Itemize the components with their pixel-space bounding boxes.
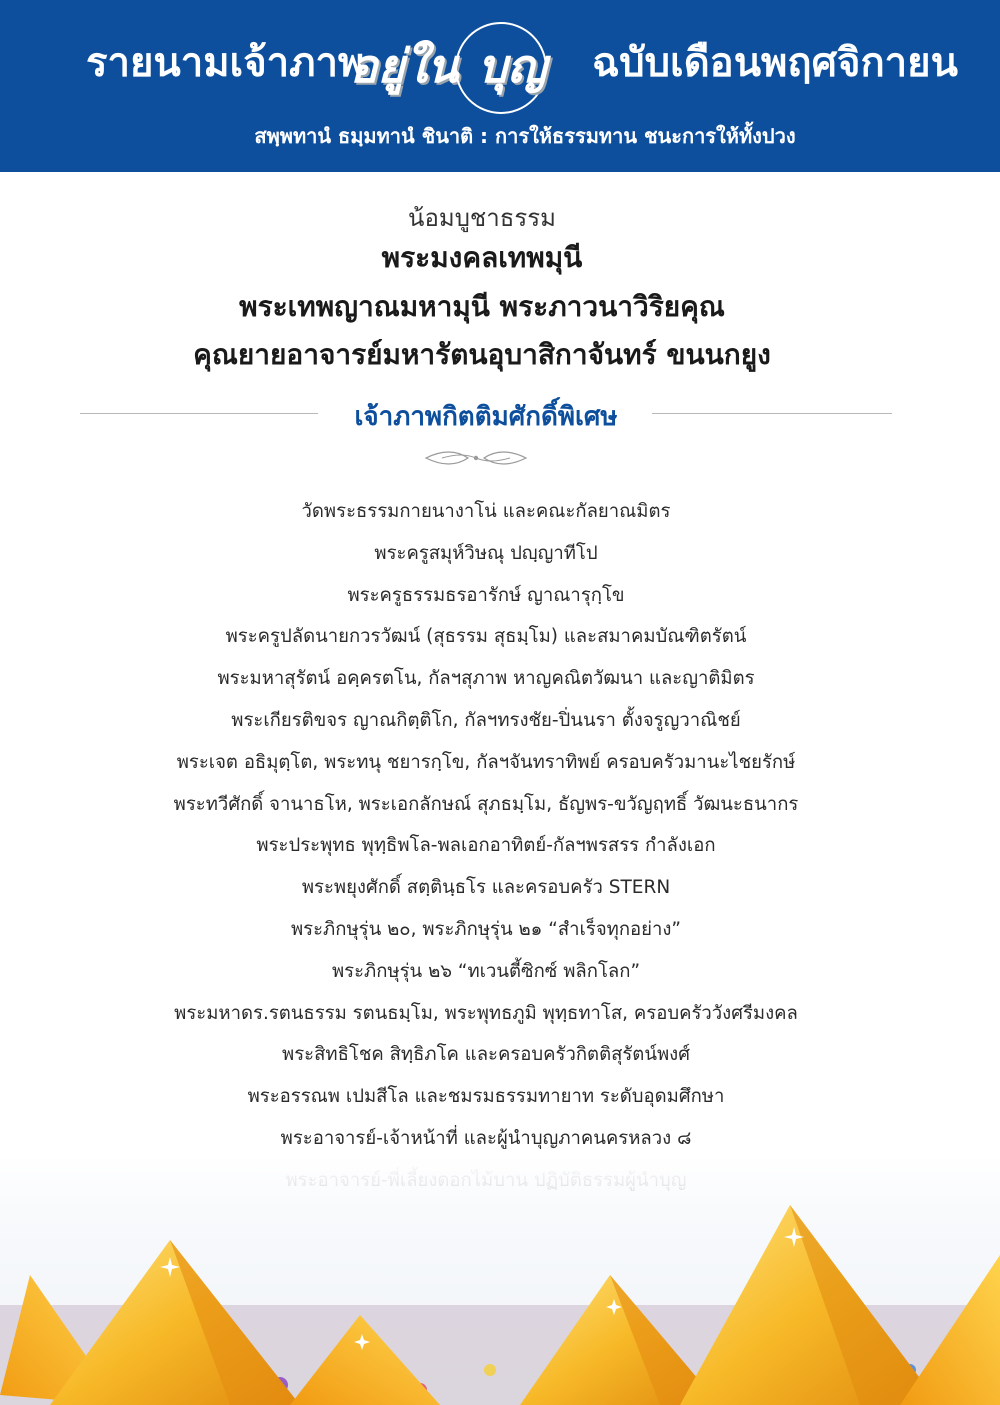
sponsor-item: พระภิกษุรุ่น ๒๐, พระภิกษุรุ่น ๒๑ “สำเร็จทุกอย่าง” xyxy=(290,918,682,940)
sponsor-item: พระอรรณพ เปมสีโล และชมรมธรรมทายาท ระดับอุดมศึกษา xyxy=(247,1086,725,1108)
honoree-line-1: พระมงคลเทพมุนี xyxy=(381,241,583,274)
honoree-line-2: พระเทพญาณมหามุนี พระภาวนาวิริยคุณ xyxy=(239,290,725,323)
sponsor-item: พระอาจารย์-เจ้าหน้าที่ และผู้นำบุญภาคนครหลวง ๘ xyxy=(280,1127,692,1149)
logo-text-second: บุญ xyxy=(478,39,547,93)
divider-right xyxy=(652,413,892,414)
header-title-left: รายนามเจ้าภาพ xyxy=(86,40,365,86)
sponsor-item: พระทวีศักดิ์ จานาธโห, พระเอกลักษณ์ สุภธมฺโม, ธัญพร-ขวัญฤทธิ์ วัฒนะธนากร xyxy=(173,793,799,815)
sponsor-item: พระครูธรรมธรอารักษ์ ญาณารุกฺโข xyxy=(347,584,625,606)
logo-text-first: อยู่ใน xyxy=(350,39,459,93)
sponsor-item: พระครูสมุห์วิษณุ ปญฺญาทีโป xyxy=(374,542,598,564)
magazine-logo xyxy=(350,22,582,112)
sponsor-item: วัดพระธรรมกายนางาโน่ และคณะกัลยาณมิตร xyxy=(301,501,671,522)
honoree-line-3: คุณยายอาจารย์มหารัตนอุบาสิกาจันทร์ ขนนกยูง xyxy=(193,338,771,371)
sponsor-item: พระสิทธิโชค สิทฺธิภโค และครอบครัวกิตติสุรัตน์พงศ์ xyxy=(282,1044,690,1066)
sponsor-item: พระภิกษุรุ่น ๒๖ “ทเวนตี้ซิกซ์ พลิกโลก” xyxy=(331,960,641,982)
sponsor-list xyxy=(0,498,972,1209)
sponsor-item: พระมหาดร.รตนธรรม รตนธมฺโม, พระพุทธภูมิ พุทฺธทาโส, ครอบครัววังศรีมงคล xyxy=(174,1002,798,1024)
sponsor-item: พระเกียรติขจร ญาณกิตฺติโก, กัลฯทรงชัย-ปิ่นนรา ตั้งจรูญวาณิชย์ xyxy=(231,709,741,731)
sponsor-item: พระครูปลัดนายกวรวัฒน์ (สุธรรม สุธมฺโม) และสมาคมบัณฑิตรัตน์ xyxy=(225,626,747,648)
sponsor-item: พระประพุทธ พุทฺธิพโล-พลเอกอาทิตย์-กัลฯพรสรร กำลังเอก xyxy=(256,835,716,857)
header-title-right: ฉบับเดือนพฤศจิกายน xyxy=(592,40,958,86)
sponsor-item: พระเจต อธิมุตฺโต, พระทนุ ชยารกฺโข, กัลฯจันทราทิพย์ ครอบครัวมานะไชยรักษ์ xyxy=(176,751,796,773)
golden-pyramids-image xyxy=(0,1155,1000,1405)
header-banner xyxy=(0,0,1000,172)
scroll-ornament-icon xyxy=(422,448,530,468)
header-subtitle: สพฺพทานํ ธมฺมทานํ ชินาติ : การให้ธรรมทาน ชนะการให้ทั้งปวง xyxy=(254,124,796,148)
section-title: เจ้าภาพกิตติมศักดิ์พิเศษ xyxy=(354,402,618,432)
sponsor-item: พระพยุงศักดิ์ สตฺตินฺธโร และครอบครัว STERN xyxy=(301,877,671,899)
intro-text: น้อมบูชาธรรม xyxy=(408,204,556,232)
sponsor-item: พระมหาสุรัตน์ อคฺครตโน, กัลฯสุภาพ หาญคณิตวัฒนา และญาติมิตร xyxy=(217,668,755,690)
